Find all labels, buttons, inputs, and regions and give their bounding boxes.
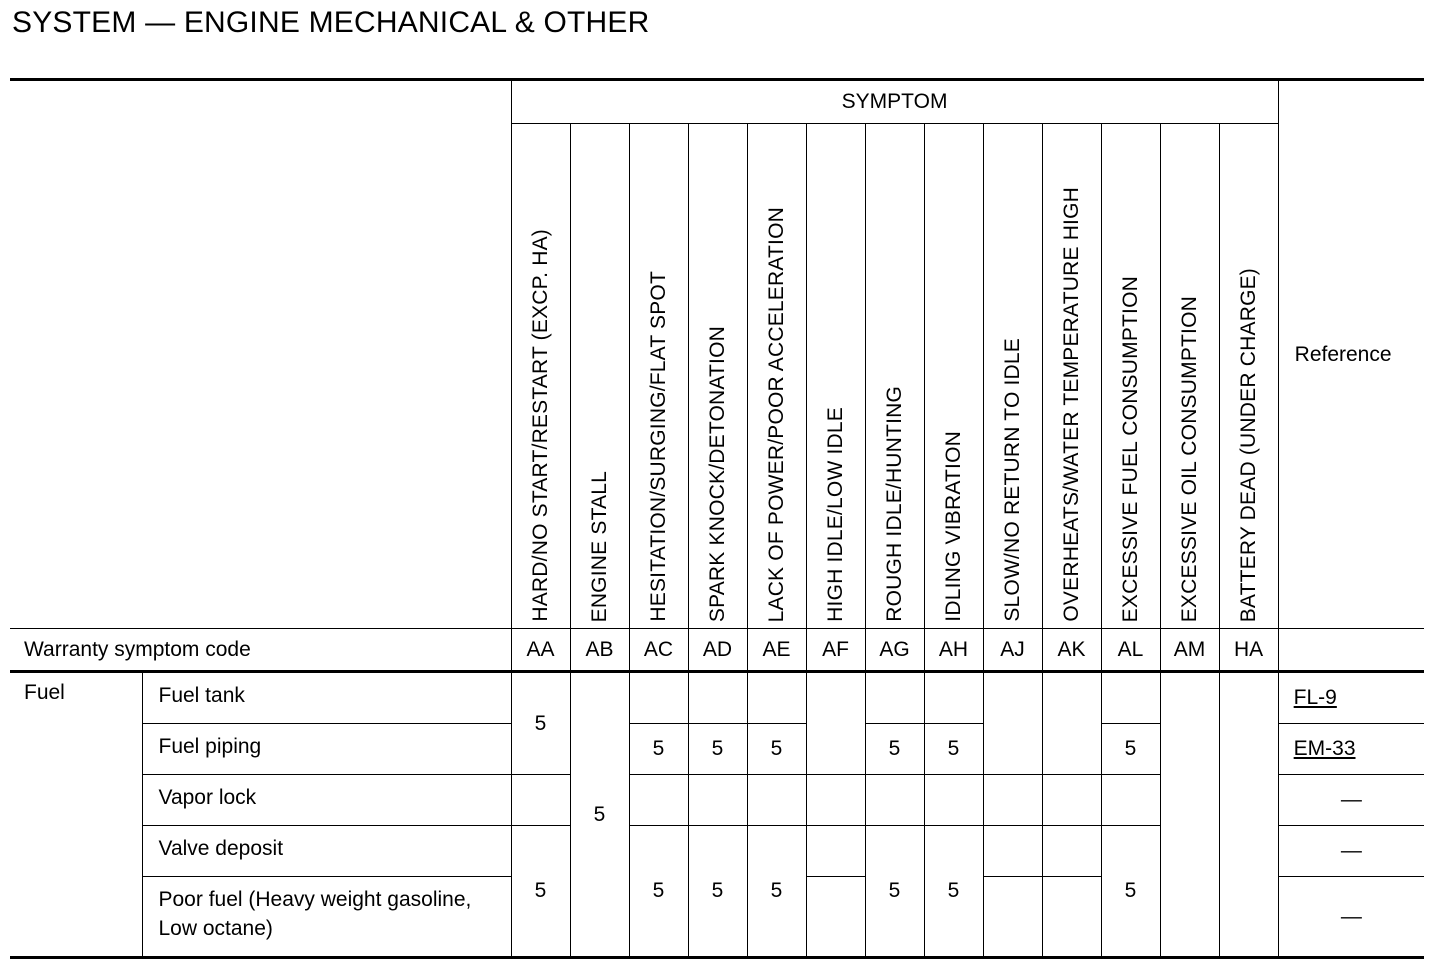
cell: [806, 826, 865, 877]
cell-poor-ad: 5: [688, 826, 747, 958]
cell: [1042, 826, 1101, 877]
warranty-code-ha: HA: [1219, 629, 1278, 672]
cell: [747, 672, 806, 724]
warranty-code-label: Warranty symptom code: [10, 629, 511, 672]
warranty-code-ref-blank: [1278, 629, 1424, 672]
cell: [924, 672, 983, 724]
cell: [924, 775, 983, 826]
cell: [629, 775, 688, 826]
cell-am: [1160, 672, 1219, 958]
symptom-header-am: EXCESSIVE OIL CONSUMPTION: [1160, 124, 1219, 629]
reference-dash: —: [1278, 775, 1424, 826]
cell: [983, 775, 1042, 826]
warranty-code-aa: AA: [511, 629, 570, 672]
cell: [688, 775, 747, 826]
symptom-header-ac: HESITATION/SURGING/FLAT SPOT: [629, 124, 688, 629]
warranty-code-ag: AG: [865, 629, 924, 672]
symptom-header: SYMPTOM: [511, 80, 1278, 124]
cell: [629, 672, 688, 724]
cell-piping-ah: 5: [924, 724, 983, 775]
cell-piping-al: 5: [1101, 724, 1160, 775]
symptom-header-ad: SPARK KNOCK/DETONATION: [688, 124, 747, 629]
warranty-code-ad: AD: [688, 629, 747, 672]
cell: [511, 775, 570, 826]
blank-header-cell: [10, 80, 511, 629]
cell: [1101, 672, 1160, 724]
cell-piping-ac: 5: [629, 724, 688, 775]
cell: [1042, 775, 1101, 826]
category-fuel: Fuel: [10, 672, 142, 958]
symptom-header-ak: OVERHEATS/WATER TEMPERATURE HIGH: [1042, 124, 1101, 629]
cell-ab: 5: [570, 672, 629, 958]
cell-poor-ac: 5: [629, 826, 688, 958]
component-fuel-piping: Fuel piping: [142, 724, 511, 775]
cell-af-top: [806, 672, 865, 775]
symptom-header-aj: SLOW/NO RETURN TO IDLE: [983, 124, 1042, 629]
page-title: SYSTEM — ENGINE MECHANICAL & OTHER: [12, 6, 650, 39]
cell: [983, 826, 1042, 877]
cell-poor-ag: 5: [865, 826, 924, 958]
reference-link-em33[interactable]: EM-33: [1278, 724, 1424, 775]
reference-link-fl9[interactable]: FL-9: [1278, 672, 1424, 724]
reference-dash: —: [1278, 826, 1424, 877]
warranty-code-ae: AE: [747, 629, 806, 672]
cell: [983, 877, 1042, 958]
cell-aj-top: [983, 672, 1042, 775]
warranty-code-af: AF: [806, 629, 865, 672]
cell-poor-ae: 5: [747, 826, 806, 958]
warranty-code-ac: AC: [629, 629, 688, 672]
cell: [747, 775, 806, 826]
cell: [865, 672, 924, 724]
cell: [1042, 877, 1101, 958]
symptom-header-al: EXCESSIVE FUEL CONSUMPTION: [1101, 124, 1160, 629]
warranty-code-aj: AJ: [983, 629, 1042, 672]
cell: [1101, 775, 1160, 826]
cell-ha: [1219, 672, 1278, 958]
reference-dash: —: [1278, 877, 1424, 958]
symptom-header-ha: BATTERY DEAD (UNDER CHARGE): [1219, 124, 1278, 629]
cell: [806, 775, 865, 826]
component-vapor-lock: Vapor lock: [142, 775, 511, 826]
symptom-header-ag: ROUGH IDLE/HUNTING: [865, 124, 924, 629]
cell-poor-al: 5: [1101, 826, 1160, 958]
symptom-header-ab: ENGINE STALL: [570, 124, 629, 629]
cell: [806, 877, 865, 958]
symptom-header-aa: HARD/NO START/RESTART (EXCP. HA): [511, 124, 570, 629]
symptom-header-ah: IDLING VIBRATION: [924, 124, 983, 629]
cell-piping-ae: 5: [747, 724, 806, 775]
cell-piping-ad: 5: [688, 724, 747, 775]
reference-header: Reference: [1278, 80, 1424, 629]
warranty-code-al: AL: [1101, 629, 1160, 672]
component-poor-fuel: Poor fuel (Heavy weight gasoline, Low octane): [142, 877, 511, 958]
warranty-code-ab: AB: [570, 629, 629, 672]
cell-aa-top: 5: [511, 672, 570, 775]
warranty-code-ak: AK: [1042, 629, 1101, 672]
component-fuel-tank: Fuel tank: [142, 672, 511, 724]
symptom-matrix-table: [10, 78, 1424, 959]
cell: [865, 775, 924, 826]
symptom-header-ae: LACK OF POWER/POOR ACCELERATION: [747, 124, 806, 629]
cell-piping-ag: 5: [865, 724, 924, 775]
cell: [688, 672, 747, 724]
cell-poor-ah: 5: [924, 826, 983, 958]
cell-aa-bottom: 5: [511, 826, 570, 958]
cell-ak-top: [1042, 672, 1101, 775]
warranty-code-am: AM: [1160, 629, 1219, 672]
warranty-code-ah: AH: [924, 629, 983, 672]
component-valve-deposit: Valve deposit: [142, 826, 511, 877]
symptom-header-af: HIGH IDLE/LOW IDLE: [806, 124, 865, 629]
